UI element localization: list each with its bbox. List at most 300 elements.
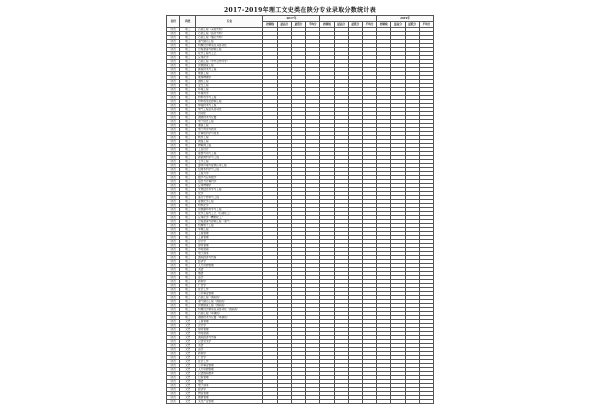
cell-major: 能源化学工程	[196, 200, 263, 204]
cell-category: 理工	[180, 100, 196, 104]
cell-province: 陕西	[167, 236, 180, 240]
cell-category: 理工	[180, 64, 196, 68]
cell-province: 陕西	[167, 176, 180, 180]
cell-province: 陕西	[167, 292, 180, 296]
cell-major: 地质工程	[196, 72, 263, 76]
cell-province: 陕西	[167, 344, 180, 348]
header-category: 科类	[180, 16, 196, 28]
cell-major: 电子商务	[196, 252, 263, 256]
cell-major: 社会工作	[196, 288, 263, 292]
cell-province: 陕西	[167, 296, 180, 300]
cell-major: 应用化学	[196, 56, 263, 60]
cell-category: 文史	[180, 396, 196, 400]
header-min: 最低分	[405, 22, 419, 28]
cell-category: 理工	[180, 28, 196, 32]
cell-province: 陕西	[167, 136, 180, 140]
cell-province: 陕西	[167, 340, 180, 344]
cell-province: 陕西	[167, 36, 180, 40]
header-max: 最高分	[391, 22, 405, 28]
table-body	[167, 28, 434, 404]
cell-score	[320, 400, 334, 404]
cell-major: 化学	[196, 192, 263, 196]
cell-major: 经济学	[196, 388, 263, 392]
cell-major: 电子信息工程	[196, 120, 263, 124]
cell-category: 理工	[180, 48, 196, 52]
cell-major: 数学与应用数学	[196, 176, 263, 180]
cell-major: 机械设计制造及其自动化（国际班）	[196, 308, 263, 312]
header-province: 省份	[167, 16, 180, 28]
cell-score	[377, 400, 391, 404]
cell-major: 新能源科学与工程	[196, 156, 263, 160]
cell-category: 理工	[180, 136, 196, 140]
cell-category: 理工	[180, 188, 196, 192]
cell-province: 陕西	[167, 372, 180, 376]
cell-province: 陕西	[167, 268, 180, 272]
cell-province: 陕西	[167, 124, 180, 128]
cell-category: 理工	[180, 76, 196, 80]
cell-category: 理工	[180, 80, 196, 84]
header-cut: 控制线	[377, 22, 391, 28]
cell-category: 理工	[180, 316, 196, 320]
cell-category: 理工	[180, 248, 196, 252]
cell-category: 理工	[180, 56, 196, 60]
cell-category: 文史	[180, 368, 196, 372]
cell-category: 理工	[180, 128, 196, 132]
cell-score	[263, 400, 277, 404]
cell-major: 会计学	[196, 324, 263, 328]
cell-major: 国际经济与贸易	[196, 336, 263, 340]
cell-province: 陕西	[167, 300, 180, 304]
cell-major: 广告学	[196, 356, 263, 360]
cell-major: 应用化学（精细化工）	[196, 216, 263, 220]
cell-province: 陕西	[167, 72, 180, 76]
cell-major: 文化产业管理	[196, 400, 263, 404]
cell-province: 陕西	[167, 84, 180, 88]
cell-province: 陕西	[167, 216, 180, 220]
cell-category: 文史	[180, 388, 196, 392]
cell-province: 陕西	[167, 56, 180, 60]
cell-major: 汉语言文学	[196, 340, 263, 344]
cell-province: 陕西	[167, 264, 180, 268]
cell-category: 理工	[180, 152, 196, 156]
cell-category: 理工	[180, 160, 196, 164]
cell-category: 理工	[180, 120, 196, 124]
cell-major: 会计学	[196, 240, 263, 244]
cell-major: 过程装备与控制工程	[196, 48, 263, 52]
score-sheet	[166, 6, 434, 404]
cell-major: 物联网工程	[196, 144, 263, 148]
cell-category: 理工	[180, 144, 196, 148]
cell-major: 经济学	[196, 260, 263, 264]
cell-score	[306, 400, 320, 404]
cell-province: 陕西	[167, 116, 180, 120]
cell-category: 理工	[180, 276, 196, 280]
cell-category: 理工	[180, 172, 196, 176]
cell-major: 英语	[196, 268, 263, 272]
table-row	[167, 400, 434, 404]
cell-province: 陕西	[167, 336, 180, 340]
cell-category: 理工	[180, 224, 196, 228]
cell-major: 物流管理	[196, 392, 263, 396]
cell-major: 资源勘查工程（国际班）	[196, 304, 263, 308]
cell-province: 陕西	[167, 160, 180, 164]
cell-major: 人力资源管理	[196, 368, 263, 372]
cell-major: 人力资源管理	[196, 264, 263, 268]
cell-major: 工程力学	[196, 172, 263, 176]
cell-province: 陕西	[167, 308, 180, 312]
cell-province: 陕西	[167, 100, 180, 104]
cell-category: 文史	[180, 328, 196, 332]
cell-province: 陕西	[167, 68, 180, 72]
cell-major: 汉语国际教育	[196, 372, 263, 376]
cell-major: 土木工程	[196, 160, 263, 164]
cell-major: 法学	[196, 348, 263, 352]
cell-major: 社会工作	[196, 360, 263, 364]
cell-major: 勘查技术与工程	[196, 68, 263, 72]
cell-major: 公共事业管理	[196, 364, 263, 368]
cell-province: 陕西	[167, 316, 180, 320]
cell-major: 工商管理	[196, 236, 263, 240]
cell-major: 建筑环境与能源应用工程	[196, 164, 263, 168]
cell-province: 陕西	[167, 248, 180, 252]
cell-major: 旅游管理	[196, 396, 263, 400]
cell-category: 理工	[180, 32, 196, 36]
cell-category: 理工	[180, 140, 196, 144]
cell-province: 陕西	[167, 376, 180, 380]
cell-major: 石油工程（采油方向）	[196, 28, 263, 32]
cell-category: 理工	[180, 252, 196, 256]
cell-category: 理工	[180, 312, 196, 316]
cell-major: 石油工程（卓越班）	[196, 312, 263, 316]
cell-category: 理工	[180, 288, 196, 292]
cell-province: 陕西	[167, 400, 180, 404]
cell-category: 文史	[180, 360, 196, 364]
cell-major: 财务管理	[196, 328, 263, 332]
cell-province: 陕西	[167, 364, 180, 368]
cell-major: 安全工程	[196, 84, 263, 88]
cell-province: 陕西	[167, 40, 180, 44]
cell-major: 地球物理学	[196, 76, 263, 80]
cell-province: 陕西	[167, 92, 180, 96]
cell-category: 理工	[180, 296, 196, 300]
cell-category: 理工	[180, 124, 196, 128]
cell-category: 理工	[180, 108, 196, 112]
cell-province: 陕西	[167, 32, 180, 36]
cell-province: 陕西	[167, 64, 180, 68]
cell-major: 应用物理学	[196, 184, 263, 188]
cell-major: 俄语	[196, 380, 263, 384]
cell-category: 理工	[180, 240, 196, 244]
cell-province: 陕西	[167, 180, 180, 184]
header-max: 最高分	[277, 22, 291, 28]
cell-category: 理工	[180, 220, 196, 224]
cell-category: 理工	[180, 260, 196, 264]
header-avg: 平均分	[306, 22, 320, 28]
cell-category: 理工	[180, 68, 196, 72]
cell-category: 理工	[180, 272, 196, 276]
cell-score	[362, 400, 376, 404]
cell-category: 文史	[180, 372, 196, 376]
cell-major: 广告学	[196, 284, 263, 288]
cell-category: 理工	[180, 228, 196, 232]
cell-category: 理工	[180, 200, 196, 204]
cell-major: 公共事业管理	[196, 292, 263, 296]
score-table	[166, 15, 434, 404]
cell-province: 陕西	[167, 52, 180, 56]
cell-province: 陕西	[167, 112, 180, 116]
header-avg: 平均分	[362, 22, 376, 28]
cell-province: 陕西	[167, 332, 180, 336]
cell-province: 陕西	[167, 280, 180, 284]
cell-major: 环境科学	[196, 92, 263, 96]
cell-major: 机械设计制造及其自动化	[196, 44, 263, 48]
cell-category: 理工	[180, 104, 196, 108]
cell-major: 测控技术与仪器（卓越班）	[196, 316, 263, 320]
cell-category: 理工	[180, 184, 196, 188]
cell-province: 陕西	[167, 80, 180, 84]
cell-major: 材料成型及控制工程	[196, 100, 263, 104]
cell-major: 石油工程（储运方向）	[196, 36, 263, 40]
cell-province: 陕西	[167, 288, 180, 292]
cell-major: 新闻学	[196, 280, 263, 284]
cell-major: 英语	[196, 344, 263, 348]
cell-major: 市场营销	[196, 248, 263, 252]
cell-category: 理工	[180, 84, 196, 88]
cell-category: 理工	[180, 244, 196, 248]
cell-category: 理工	[180, 164, 196, 168]
cell-major: 工业设计	[196, 148, 263, 152]
cell-province: 陕西	[167, 320, 180, 324]
cell-province: 陕西	[167, 156, 180, 160]
cell-category: 文史	[180, 392, 196, 396]
cell-category: 理工	[180, 192, 196, 196]
cell-province: 陕西	[167, 44, 180, 48]
cell-province: 陕西	[167, 324, 180, 328]
cell-major: 环境工程	[196, 88, 263, 92]
cell-province: 陕西	[167, 220, 180, 224]
cell-major: 国际经济与贸易	[196, 256, 263, 260]
cell-category: 理工	[180, 132, 196, 136]
cell-category: 理工	[180, 96, 196, 100]
cell-category: 文史	[180, 332, 196, 336]
cell-category: 理工	[180, 268, 196, 272]
cell-major: 信息与计算科学	[196, 180, 263, 184]
cell-category: 理工	[180, 180, 196, 184]
cell-major: 光电信息科学与工程	[196, 188, 263, 192]
cell-category: 理工	[180, 112, 196, 116]
cell-major: 材料科学与工程	[196, 96, 263, 100]
header-max: 最高分	[334, 22, 348, 28]
cell-major: 新闻学	[196, 352, 263, 356]
cell-major: 财务管理	[196, 244, 263, 248]
cell-province: 陕西	[167, 388, 180, 392]
cell-province: 陕西	[167, 224, 180, 228]
cell-province: 陕西	[167, 28, 180, 32]
header-2017: 2017年	[263, 16, 320, 22]
cell-category: 文史	[180, 376, 196, 380]
cell-category: 理工	[180, 304, 196, 308]
header-2019: 2019年	[377, 16, 434, 22]
cell-score	[348, 400, 362, 404]
cell-category: 理工	[180, 36, 196, 40]
cell-major: 化学工程与工艺（石油化工）	[196, 212, 263, 216]
cell-province: 陕西	[167, 88, 180, 92]
cell-category: 理工	[180, 204, 196, 208]
cell-province: 陕西	[167, 96, 180, 100]
cell-category: 理工	[180, 72, 196, 76]
cell-province: 陕西	[167, 212, 180, 216]
cell-category: 文史	[180, 356, 196, 360]
sheet-title: 2017-2019年理工文史类在陕分专业录取分数统计表	[224, 7, 376, 14]
cell-category: 文史	[180, 324, 196, 328]
cell-category: 文史	[180, 384, 196, 388]
cell-category: 文史	[180, 380, 196, 384]
cell-major: 电子科学与技术	[196, 128, 263, 132]
cell-score	[291, 400, 305, 404]
header-cut: 控制线	[263, 22, 277, 28]
cell-province: 陕西	[167, 368, 180, 372]
cell-province: 陕西	[167, 208, 180, 212]
cell-major: 软件工程	[196, 136, 263, 140]
cell-province: 陕西	[167, 148, 180, 152]
cell-province: 陕西	[167, 240, 180, 244]
cell-province: 陕西	[167, 200, 180, 204]
cell-province: 陕西	[167, 60, 180, 64]
cell-province: 陕西	[167, 120, 180, 124]
cell-province: 陕西	[167, 144, 180, 148]
cell-category: 理工	[180, 284, 196, 288]
cell-province: 陕西	[167, 184, 180, 188]
cell-province: 陕西	[167, 192, 180, 196]
cell-province: 陕西	[167, 348, 180, 352]
cell-province: 陕西	[167, 380, 180, 384]
cell-category: 理工	[180, 216, 196, 220]
cell-major: 俄语	[196, 272, 263, 276]
cell-category: 文史	[180, 340, 196, 344]
cell-major: 能源与动力工程	[196, 152, 263, 156]
cell-category: 理工	[180, 264, 196, 268]
cell-major: 测绘工程	[196, 80, 263, 84]
cell-category: 文史	[180, 336, 196, 340]
header-major: 专业	[196, 16, 263, 28]
cell-province: 陕西	[167, 276, 180, 280]
cell-province: 陕西	[167, 256, 180, 260]
cell-major: 石油工程（中外合作办学）	[196, 60, 263, 64]
header-min: 最低分	[348, 22, 362, 28]
cell-category: 理工	[180, 168, 196, 172]
cell-category: 理工	[180, 300, 196, 304]
cell-province: 陕西	[167, 352, 180, 356]
cell-category: 理工	[180, 60, 196, 64]
cell-province: 陕西	[167, 360, 180, 364]
cell-province: 陕西	[167, 104, 180, 108]
cell-category: 文史	[180, 320, 196, 324]
cell-category: 文史	[180, 348, 196, 352]
cell-category: 文史	[180, 364, 196, 368]
cell-major: 石油工程（钻井方向）	[196, 32, 263, 36]
cell-category: 理工	[180, 236, 196, 240]
cell-category: 理工	[180, 208, 196, 212]
cell-major: 化学工程与工艺	[196, 52, 263, 56]
cell-province: 陕西	[167, 384, 180, 388]
cell-major: 工商管理	[196, 320, 263, 324]
cell-major: 石油工程（国际班）	[196, 296, 263, 300]
cell-major: 行政管理	[196, 376, 263, 380]
cell-major: 工程管理	[196, 232, 263, 236]
cell-major: 过程装备与控制工程（油气）	[196, 220, 263, 224]
cell-major: 电气工程及其自动化	[196, 108, 263, 112]
cell-province: 陕西	[167, 228, 180, 232]
cell-score	[405, 400, 419, 404]
cell-category: 文史	[180, 400, 196, 404]
cell-category: 理工	[180, 156, 196, 160]
cell-province: 陕西	[167, 108, 180, 112]
cell-category: 理工	[180, 40, 196, 44]
cell-major: 资源循环科学与工程	[196, 208, 263, 212]
cell-province: 陕西	[167, 252, 180, 256]
cell-major: 通信工程	[196, 124, 263, 128]
cell-major: 油气储运工程（国际班）	[196, 300, 263, 304]
cell-province: 陕西	[167, 304, 180, 308]
cell-major: 网络工程	[196, 140, 263, 144]
cell-major: 测控技术与仪器	[196, 116, 263, 120]
cell-category: 理工	[180, 148, 196, 152]
cell-province: 陕西	[167, 132, 180, 136]
cell-category: 理工	[180, 92, 196, 96]
cell-province: 陕西	[167, 196, 180, 200]
cell-province: 陕西	[167, 260, 180, 264]
cell-province: 陕西	[167, 188, 180, 192]
cell-category: 文史	[180, 344, 196, 348]
cell-category: 理工	[180, 116, 196, 120]
cell-province: 陕西	[167, 392, 180, 396]
cell-major: 材料化学	[196, 204, 263, 208]
cell-province: 陕西	[167, 152, 180, 156]
header-cut: 控制线	[320, 22, 334, 28]
cell-major: 计算机科学与技术	[196, 132, 263, 136]
cell-major: 市场营销	[196, 332, 263, 336]
cell-major: 焊接技术与工程	[196, 104, 263, 108]
cell-province: 陕西	[167, 312, 180, 316]
cell-major: 车辆工程	[196, 228, 263, 232]
cell-major: 电子商务	[196, 384, 263, 388]
cell-province: 陕西	[167, 172, 180, 176]
cell-province: 陕西	[167, 272, 180, 276]
cell-province: 陕西	[167, 244, 180, 248]
cell-score	[391, 400, 405, 404]
cell-major: 机械电子工程	[196, 224, 263, 228]
cell-major: 法学	[196, 276, 263, 280]
cell-province: 陕西	[167, 128, 180, 132]
cell-province: 陕西	[167, 356, 180, 360]
cell-score	[419, 400, 433, 404]
cell-major: 油气储运工程	[196, 40, 263, 44]
cell-province: 陕西	[167, 164, 180, 168]
cell-province: 陕西	[167, 76, 180, 80]
cell-province: 陕西	[167, 328, 180, 332]
cell-category: 理工	[180, 292, 196, 296]
cell-major: 资源勘查工程	[196, 64, 263, 68]
cell-score	[277, 400, 291, 404]
cell-category: 理工	[180, 280, 196, 284]
cell-category: 理工	[180, 44, 196, 48]
header-avg: 平均分	[419, 22, 433, 28]
cell-province: 陕西	[167, 232, 180, 236]
cell-major: 自动化	[196, 112, 263, 116]
cell-province: 陕西	[167, 168, 180, 172]
cell-province: 陕西	[167, 284, 180, 288]
cell-category: 文史	[180, 352, 196, 356]
